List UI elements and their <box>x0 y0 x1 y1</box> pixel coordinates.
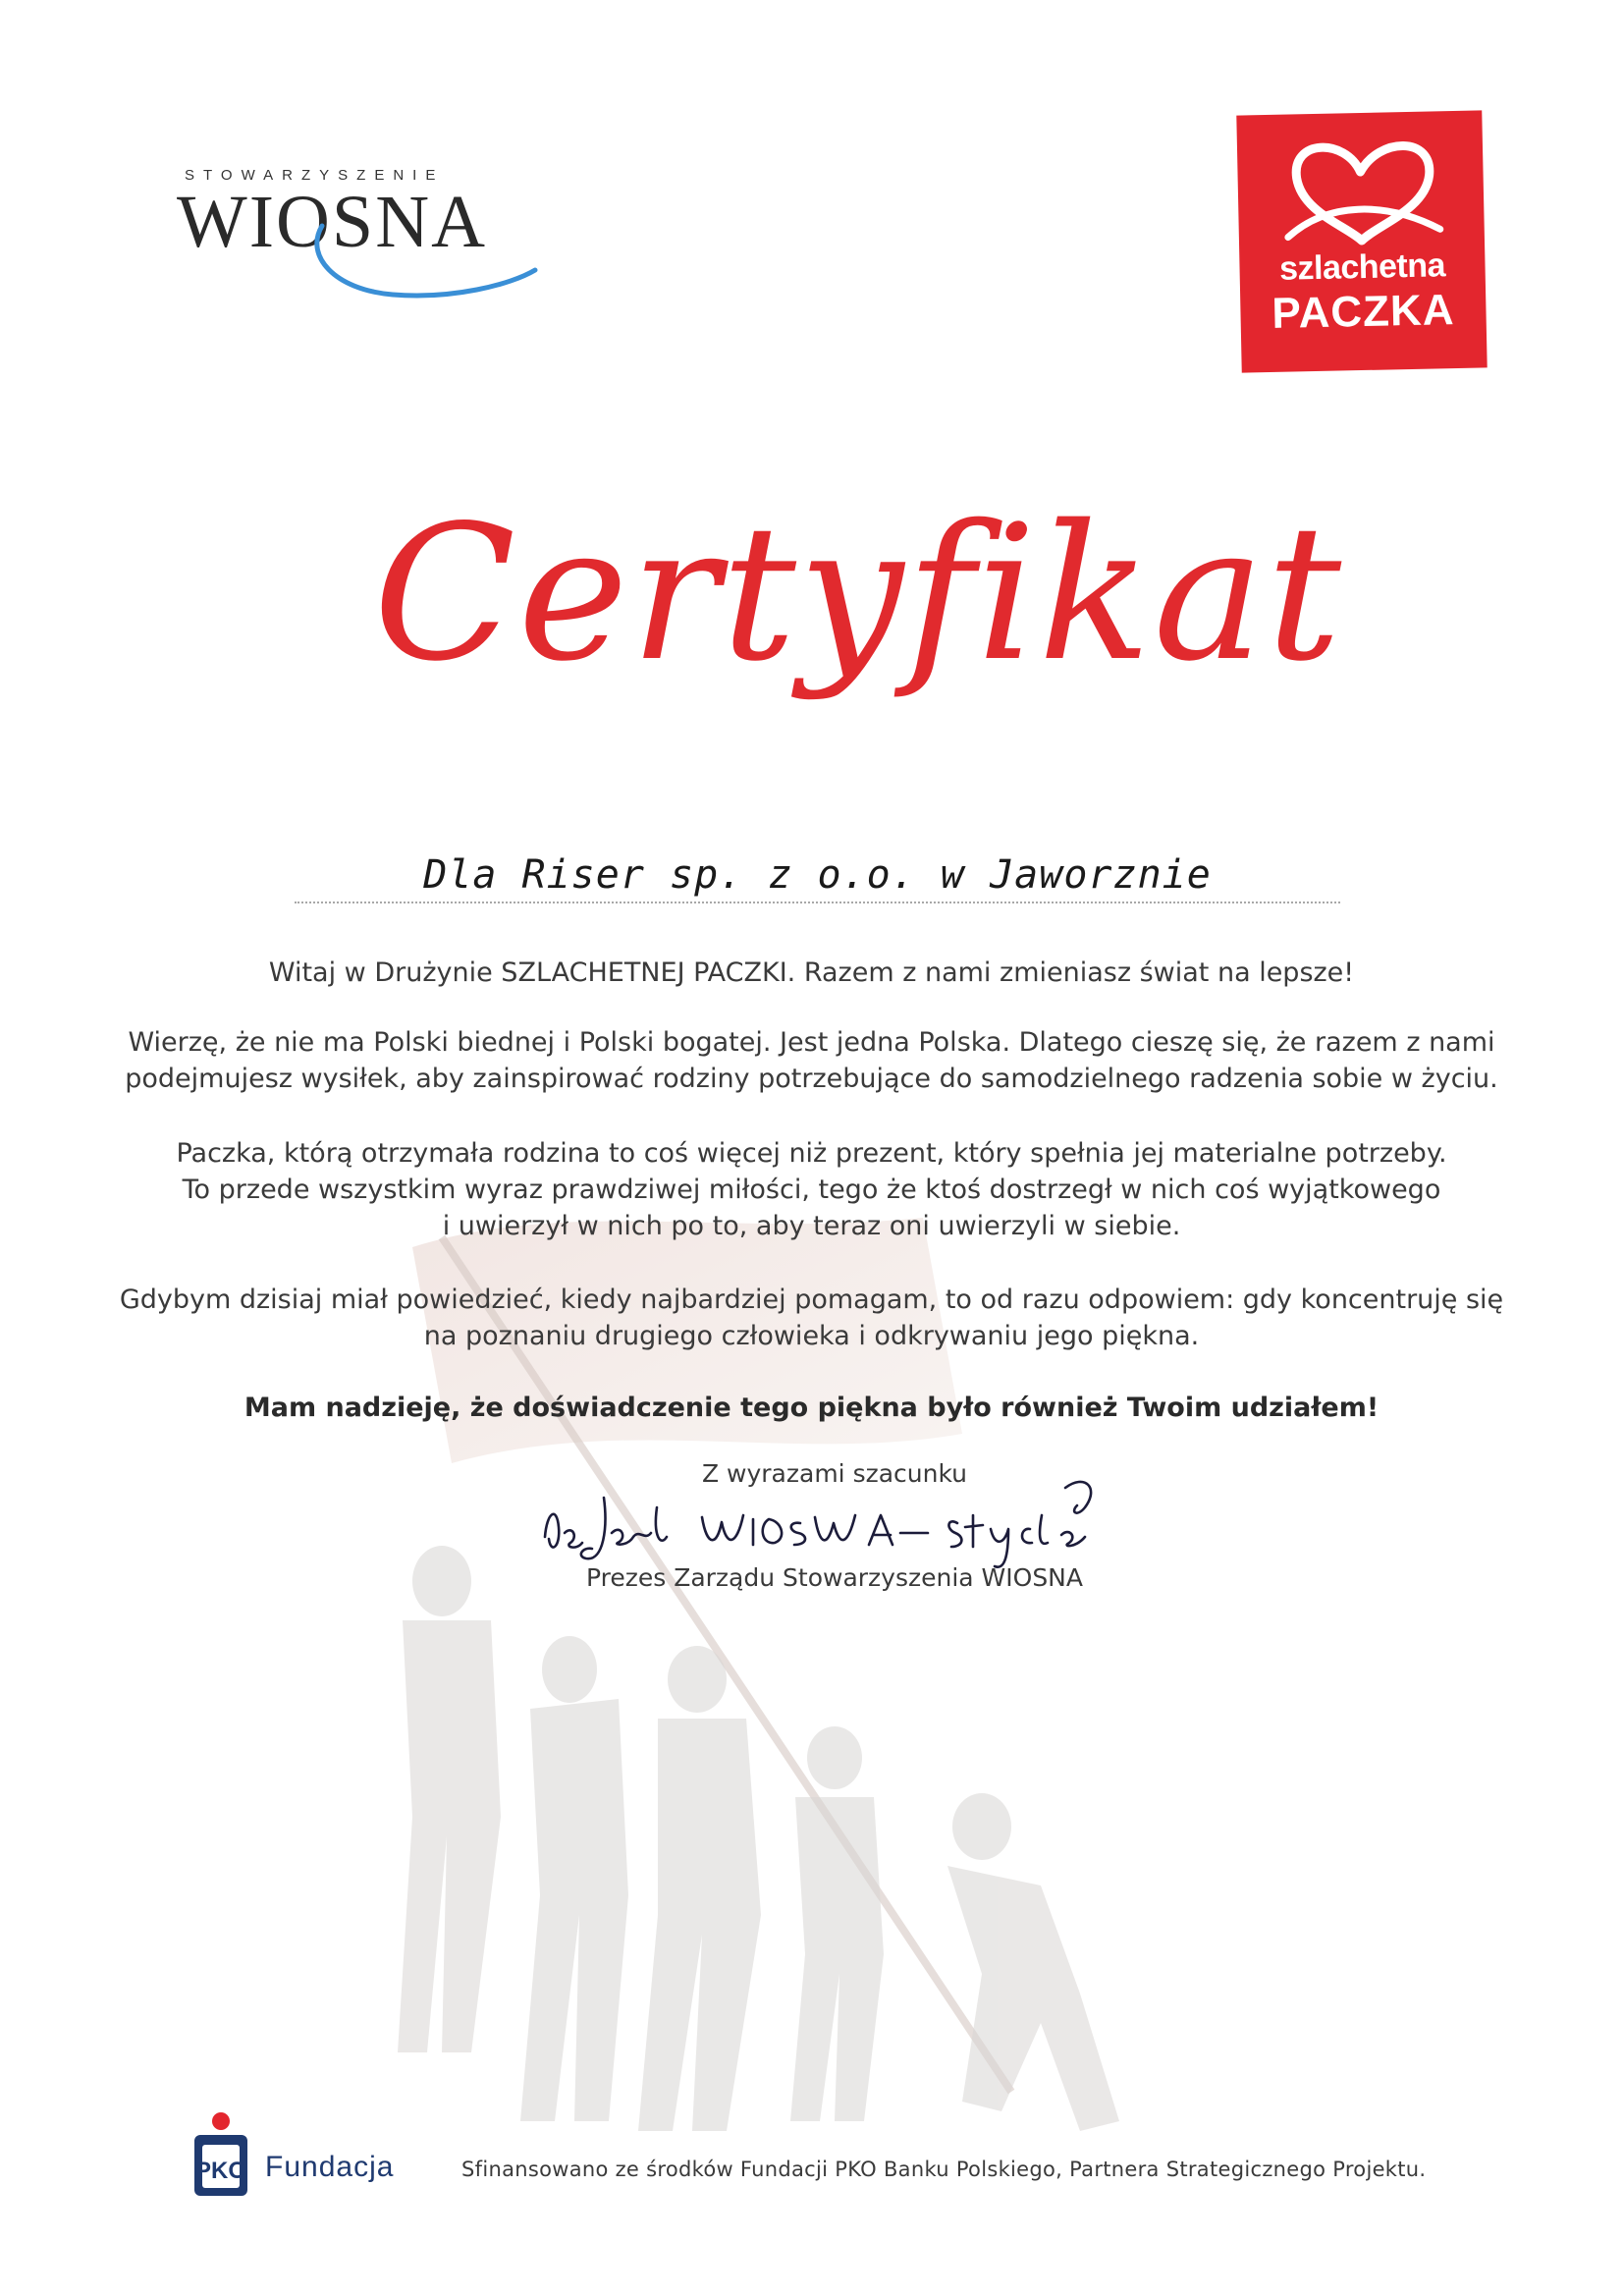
paragraph-line: To przede wszystkim wyraz prawdziwej miłości, tego że ktoś dostrzegł w nich coś wyjątkowego <box>182 1175 1441 1205</box>
paczka-logo-line2: PACZKA <box>1271 286 1456 338</box>
paragraph-beauty <box>98 1282 1525 1354</box>
paragraph-line: Witaj w Drużynie SZLACHETNEJ PACZKI. Razem z nami zmieniasz świat na lepsze! <box>268 957 1355 988</box>
paragraph-line: i uwierzył w nich po to, aby teraz oni uwierzyli w siebie. <box>442 1211 1181 1241</box>
paragraph-welcome <box>98 955 1525 991</box>
svg-text:PKO: PKO <box>194 2158 247 2184</box>
wiosna-logo-name: WIOSNA <box>177 181 487 263</box>
heart-icon <box>1267 131 1455 252</box>
paragraph-one-poland <box>98 1024 1525 1097</box>
pko-foundation-label: Fundacja <box>265 2151 395 2183</box>
closing-statement: Mam nadzieję, że doświadczenie tego piękna było również Twoim udziałem! <box>243 1393 1380 1423</box>
wiosna-logo-subtitle: STOWARZYSZENIE <box>185 167 445 184</box>
paragraph-line: Gdybym dzisiaj miał powiedzieć, kiedy najbardziej pomagam, to od razu odpowiem: gdy koncentruję się <box>119 1285 1504 1315</box>
paragraph-package <box>98 1135 1525 1244</box>
handwritten-signature <box>535 1468 1105 1576</box>
pko-piggy-bank-icon <box>187 2111 255 2200</box>
paragraph-line: Paczka, którą otrzymała rodzina to coś więcej niż prezent, który spełnia jej materialne potrzeby. <box>176 1138 1447 1169</box>
paragraph-line: na poznaniu drugiego człowieka i odkrywaniu jego piękna. <box>423 1321 1200 1351</box>
wiosna-logo <box>177 157 550 304</box>
recipient-dotted-line <box>295 902 1340 903</box>
szlachetna-paczka-logo <box>1236 110 1487 372</box>
paragraph-line: Wierzę, że nie ma Polski biednej i Polski bogatej. Jest jedna Polska. Dlatego cieszę się, że razem z nami <box>128 1027 1495 1058</box>
regards-text: Z wyrazami szacunku <box>701 1459 968 1488</box>
paragraph-line: podejmujesz wysiłek, aby zainspirować rodziny potrzebujące do samodzielnego radzenia sobie w życiu. <box>125 1064 1498 1094</box>
signer-role: Prezes Zarządu Stowarzyszenia WIOSNA <box>585 1563 1083 1592</box>
wiosna-swoosh-icon <box>304 216 540 304</box>
recipient-handwritten: Dla Riser sp. z o.o. w Jaworznie <box>423 852 1212 898</box>
certificate-title: Certyfikat <box>373 485 1344 702</box>
paczka-logo-line1: szlachetna <box>1278 246 1446 288</box>
footer-financing-note: Sfinansowano ze środków Fundacji PKO Banku Polskiego, Partnera Strategicznego Projektu. <box>461 2158 1427 2181</box>
